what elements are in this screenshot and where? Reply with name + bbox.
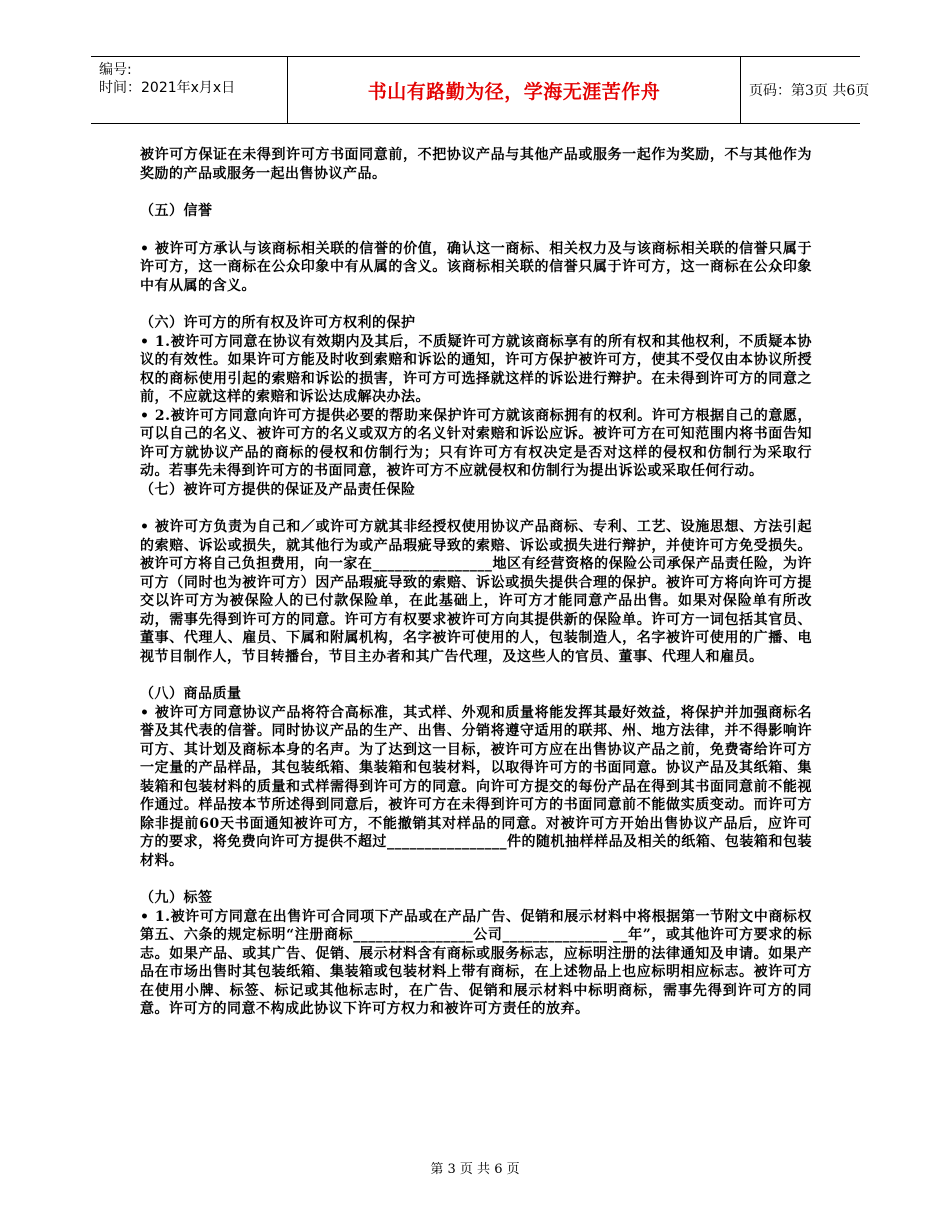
paragraph-goodwill: • 被许可方承认与该商标相关联的信誉的价值，确认这一商标、相关权力及与该商标相关联的信誉只属于许可方，这一商标在公众印象中有从属的含义。该商标相关联的信誉只属于许可方，这一商标在公众印象中有从属的含义。 [140,240,812,294]
header-meta-cell [91,57,287,123]
section-heading-labels: （九）标签 [140,890,213,906]
section-heading-goodwill: （五）信誉 [140,203,213,219]
paragraph-quality: • 被许可方同意协议产品将符合高标准，其式样、外观和质量将能发挥其最好效益，将保护并加强商标名誉及其代表的信誉。同时协议产品的生产、出售、分销将遵守适用的联邦、州、地方法律，并不得影响许可方、其计划及商标本身的名声。为了达到这一目标，被许可方应在出售协议产品之前，免费寄给许可方一定量的产品样品，其包装纸箱、集装箱和包装材料，以取得许可方的书面同意。协议产品及其纸箱、集装箱和包装材料的质量和式样需得到许可方的同意。向许可方提交的每份产品在得到其书面同意前不能视作通过。样品按本节所述得到同意后，被许可方在未得到许可方的书面同意前不能做实质变动。而许可方除非提前60天书面通知被许可方，不能撤销其对样品的同意。对被许可方开始出售协议产品后，应许可方的要求，将免费向许可方提供不超过________________件的随机抽样样品及相关的纸箱、包装箱和包装材料。 [140,704,812,869]
paragraph-ownership-1: • 1.被许可方同意在协议有效期内及其后，不质疑许可方就该商标享有的所有权和其他权利，不质疑本协议的有效性。如果许可方能及时收到索赔和诉讼的通知，许可方保护被许可方，使其不受仅由本协议所授权的商标使用引起的索赔和诉讼的损害，许可方可选择就这样的诉讼进行辩护。在未得到许可方的同意之前，不应就这样的索赔和诉讼达成解决办法。 [140,333,812,405]
page-info: 页码：第3页 共6页 [749,83,870,99]
number-label: 编号: [99,62,132,78]
section-heading-quality: （八）商品质量 [140,686,242,702]
paragraph-ownership-2: • 2.被许可方同意向许可方提供必要的帮助来保护许可方就该商标拥有的权利。许可方根据自己的意愿，可以自己的名义、被许可方的名义或双方的名义针对索赔和诉讼应诉。被许可方在可知范围内将书面告知许可方就协议产品的商标的侵权和仿制行为；只有许可方有权决定是否对这样的侵权和仿制行为采取行动。若事先未得到许可方的书面同意，被许可方不应就侵权和仿制行为提出诉讼或采取任何行动。 [140,407,812,479]
paragraph-prize: 被许可方保证在未得到许可方书面同意前，不把协议产品与其他产品或服务一起作为奖励，不与其他作为奖励的产品或服务一起出售协议产品。 [140,147,812,182]
document-body [140,146,812,1019]
page-footer: 第 3 页 共 6 页 [430,1162,520,1177]
motto-text: 书山有路勤为径，学海无涯苦作舟 [367,80,661,103]
section-heading-warranty: （七）被许可方提供的保证及产品责任保险 [140,481,416,498]
paragraph-labels: • 1.被许可方同意在出售许可合同项下产品或在产品广告、促销和展示材料中将根据第一节附文中商标权第五、六条的规定标明“注册商标________________公司______________ __年”，或其他许可方要求的标志。如果产品、或其广告、促销、展示材料含有商标或服务标志，应标明注册的法律通知及申请。如果产品在市场出售时其包装纸箱、集装箱或包装材料上带有商标，在上述物品上也应标明相应标志。被许可方在使用小牌、标签、标记或其他标志时，在广告、促销和展示材料中标明商标，需事先得到许可方的同意。许可方的同意不构成此协议下许可方权力和被许可方责任的放弃。 [140,908,812,1017]
header-motto-cell [287,57,741,123]
paragraph-warranty: • 被许可方负责为自己和／或许可方就其非经授权使用协议产品商标、专利、工艺、设施思想、方法引起的索赔、诉讼或损失，就其他行为或产品瑕疵导致的索赔、诉讼或损失进行辩护，并使许可方免受损失。被许可方将自己负担费用，向一家在________________地区有经营资格的保险公司承保产品责任险，为许可方（同时也为被许可方）因产品瑕疵导致的索赔、诉讼或损失提供合理的保护。被许可方将向许可方提交以许可方为被保险人的已付款保险单，在此基础上，许可方才能同意产品出售。如果对保险单有所改动，需事先得到许可方的同意。许可方有权要求被许可方向其提供新的保险单。许可方一词包括其官员、董事、代理人、雇员、下属和附属机构，名字被许可使用的人，包装制造人，名字被许可使用的广播、电视节目制作人，节目转播台，节目主办者和其广告代理，及这些人的官员、董事、代理人和雇员。 [140,519,812,665]
header-page-cell [741,57,870,123]
page-header [91,56,870,124]
time-label: 时间：2021年x月x日 [99,80,236,96]
section-heading-ownership: （六）许可方的所有权及许可方权利的保护 [140,315,416,331]
